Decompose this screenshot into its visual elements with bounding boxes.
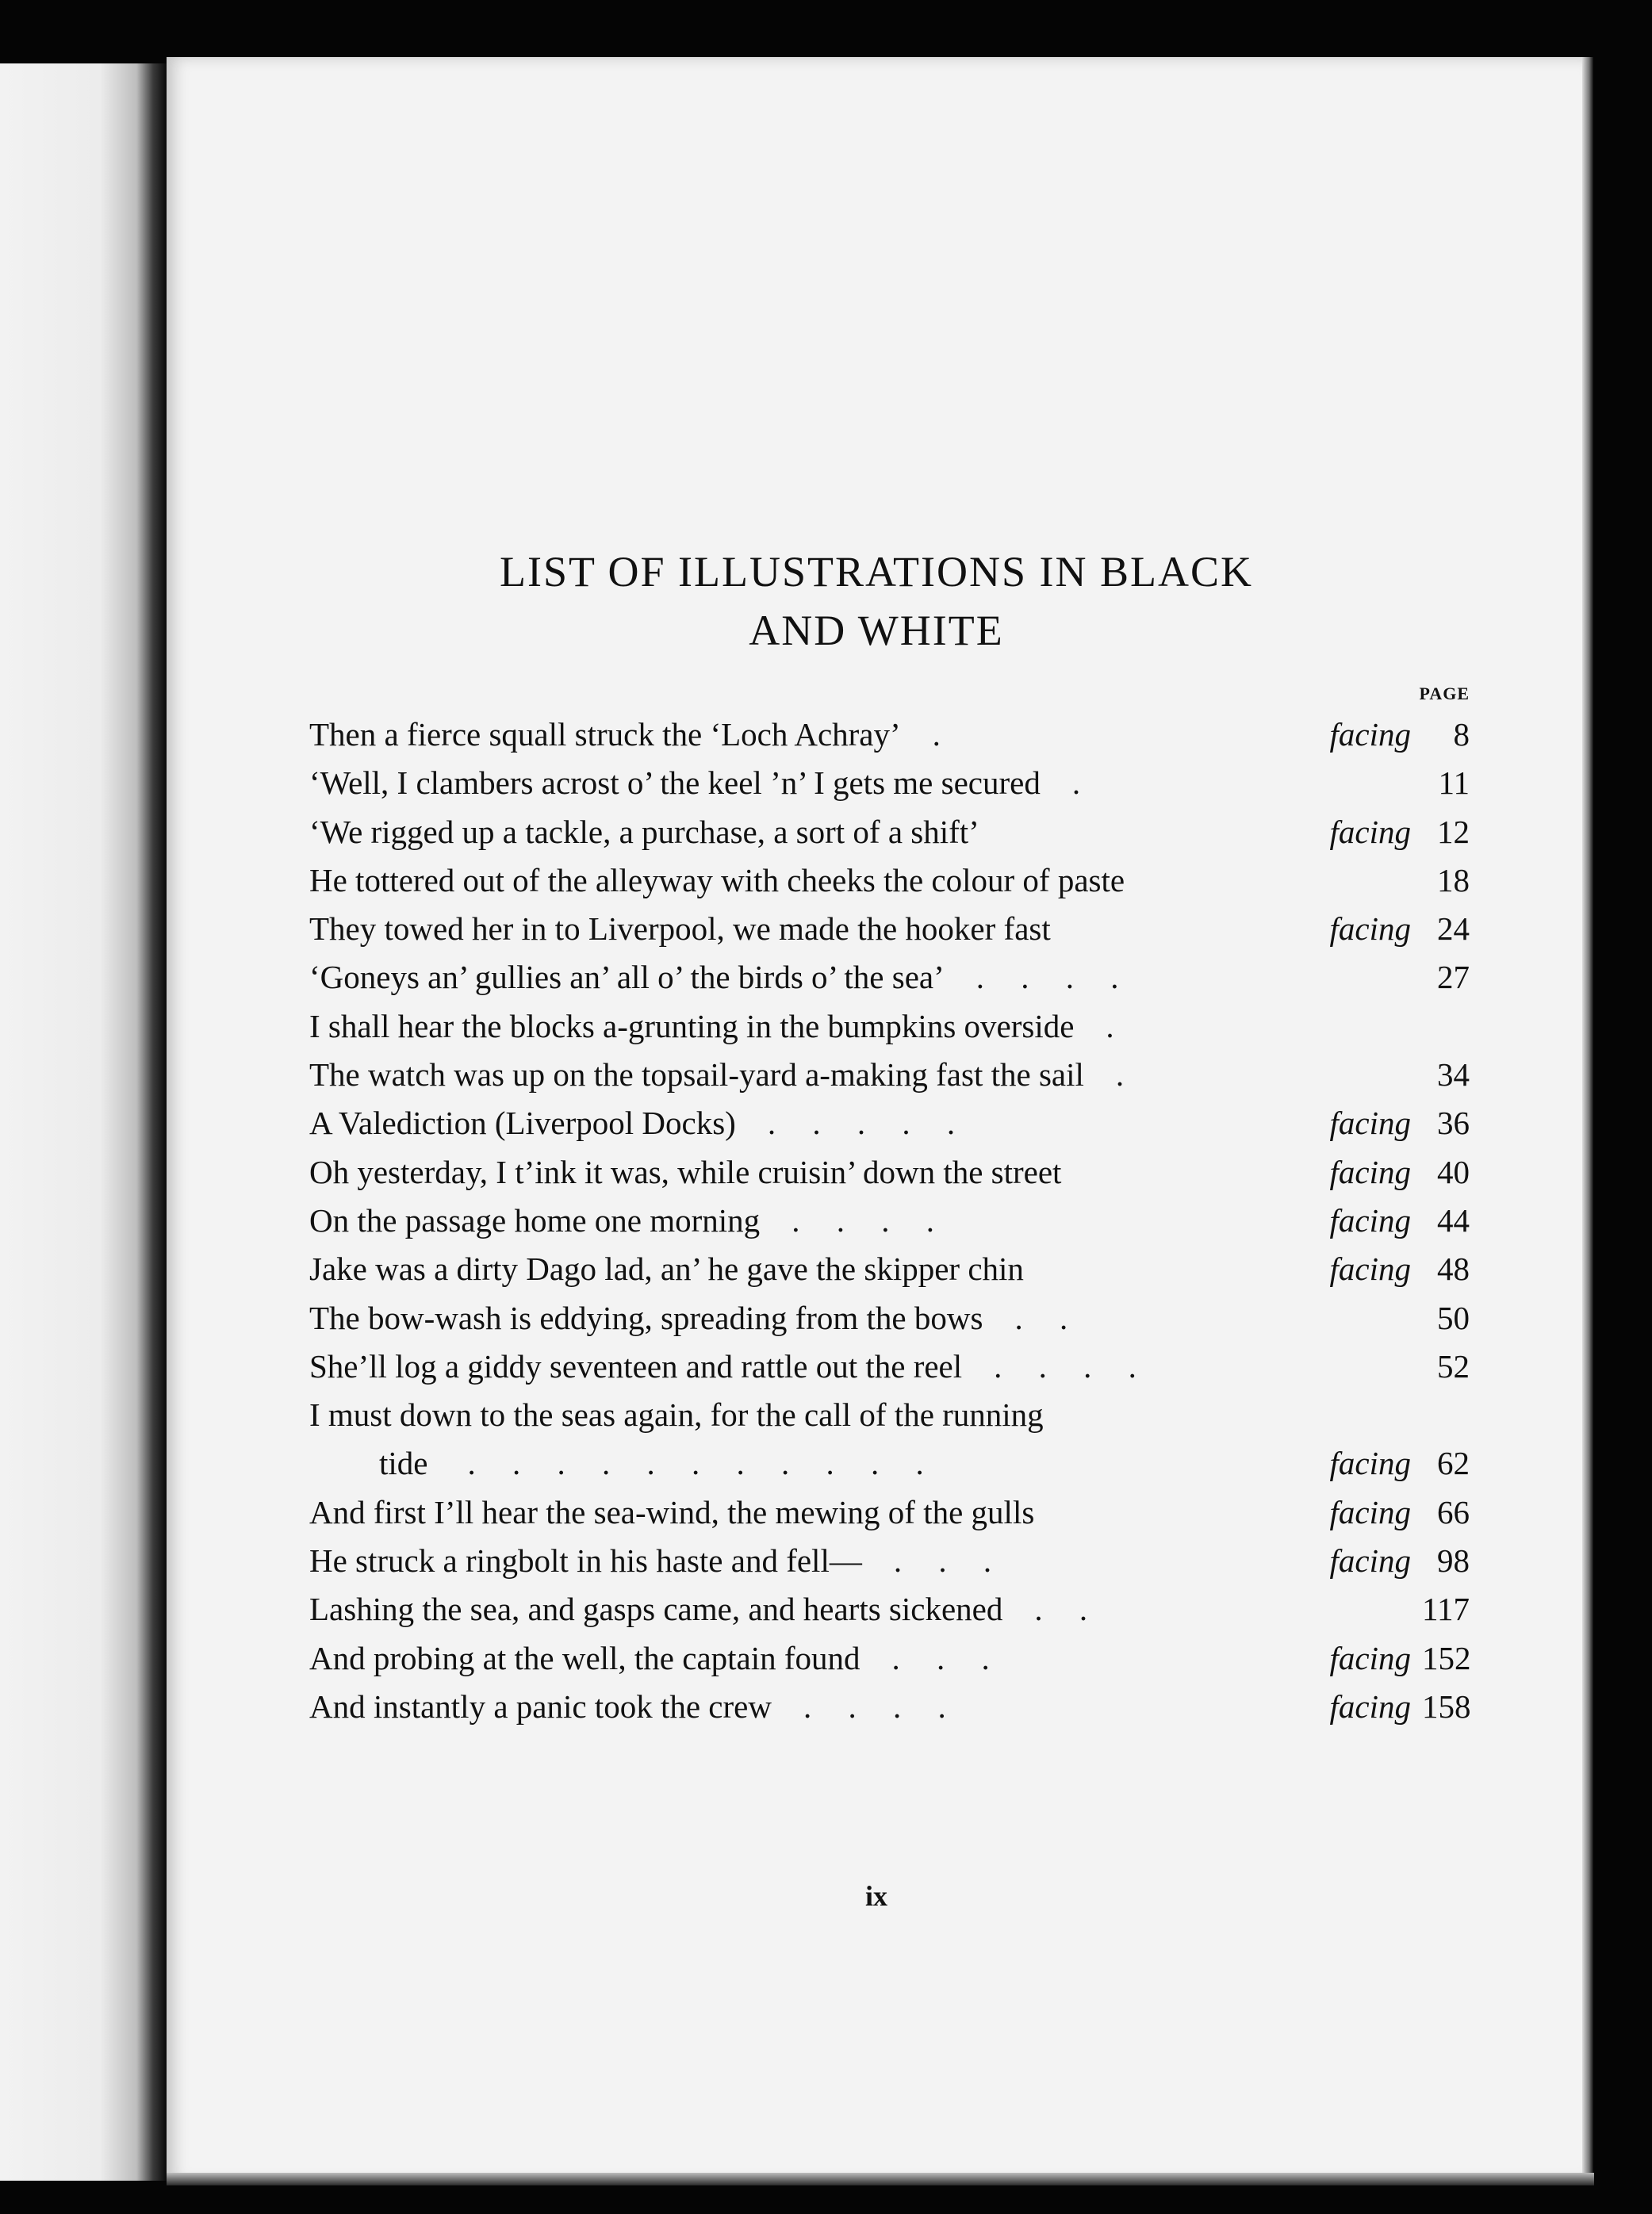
dot-leader: . . . . bbox=[792, 1201, 949, 1239]
caption-continuation bbox=[309, 1439, 1308, 1488]
page-reference: 50 bbox=[1437, 1299, 1470, 1336]
facing-label: facing bbox=[1329, 813, 1411, 850]
facing-label: facing bbox=[1329, 910, 1411, 948]
illustration-list bbox=[309, 711, 1470, 1731]
caption-text: He tottered out of the alleyway with cheeks the colour of paste bbox=[309, 861, 1125, 898]
page-reference: 66 bbox=[1437, 1493, 1470, 1530]
page-reference: 48 bbox=[1437, 1251, 1470, 1288]
dot-leader: . bbox=[1106, 1007, 1129, 1044]
list-item bbox=[309, 759, 1470, 807]
dot-leader: . . . . bbox=[994, 1347, 1151, 1385]
page-reference: 40 bbox=[1437, 1153, 1470, 1190]
page-reference: 27 bbox=[1437, 959, 1470, 996]
facing-label: facing bbox=[1329, 1542, 1411, 1580]
facing-label: facing bbox=[1329, 1251, 1411, 1288]
caption-text: The bow-wash is eddying, spreading from the bows bbox=[309, 1299, 983, 1336]
caption-text: I must down to the seas again, for the call of the running bbox=[309, 1396, 1044, 1434]
page-reference: 12 bbox=[1437, 813, 1470, 850]
page-reference: 24 bbox=[1437, 910, 1470, 948]
caption-text: Jake was a dirty Dago lad, an’ he gave the skipper chin bbox=[309, 1251, 1024, 1288]
caption-text: ‘We rigged up a tackle, a purchase, a sort of a shift’ bbox=[309, 813, 979, 850]
page-reference: 117 bbox=[1422, 1591, 1470, 1628]
list-item bbox=[309, 1051, 1470, 1099]
page-reference: 34 bbox=[1437, 1056, 1470, 1094]
page-reference: 11 bbox=[1438, 764, 1470, 802]
dot-leader: . . bbox=[1034, 1591, 1102, 1628]
page-reference: 44 bbox=[1437, 1201, 1470, 1239]
caption-text: ‘Well, I clambers acrost o’ the keel ’n’ I gets me secured bbox=[309, 764, 1041, 802]
illustration-caption bbox=[309, 1343, 1308, 1391]
list-item bbox=[309, 1683, 1470, 1731]
list-item bbox=[309, 1002, 1470, 1051]
caption-text: On the passage home one morning bbox=[309, 1201, 761, 1239]
page-reference: 18 bbox=[1437, 861, 1470, 898]
dot-leader: . . . . bbox=[803, 1687, 960, 1725]
page-reference: 36 bbox=[1437, 1105, 1470, 1142]
illustration-caption bbox=[309, 1197, 1308, 1245]
page-reference: 62 bbox=[1437, 1445, 1470, 1482]
dot-leader: . . . bbox=[893, 1542, 1006, 1580]
illustration-caption bbox=[309, 1148, 1308, 1197]
list-item bbox=[309, 953, 1470, 1002]
list-item bbox=[309, 1634, 1470, 1683]
caption-text: The watch was up on the topsail-yard a-making fast the sail bbox=[309, 1056, 1084, 1094]
caption-text: They towed her in to Liverpool, we made the hooker fast bbox=[309, 910, 1051, 948]
caption-text: Then a fierce squall struck the ‘Loch Achray’ bbox=[309, 716, 901, 753]
page-reference: 152 bbox=[1422, 1639, 1471, 1676]
facing-label: facing bbox=[1329, 1639, 1411, 1676]
page-column-header: PAGE bbox=[1419, 684, 1470, 703]
facing-label: facing bbox=[1329, 1153, 1411, 1190]
illustration-caption bbox=[309, 711, 1308, 759]
illustration-caption bbox=[309, 905, 1308, 953]
illustration-caption bbox=[309, 1245, 1308, 1293]
dot-leader: . bbox=[932, 716, 955, 753]
list-item bbox=[309, 1537, 1470, 1585]
illustration-caption bbox=[309, 856, 1308, 905]
illustration-caption bbox=[309, 1051, 1308, 1099]
illustration-caption bbox=[309, 1683, 1308, 1731]
book-page bbox=[167, 57, 1586, 2182]
illustration-caption bbox=[309, 1294, 1308, 1343]
illustration-caption bbox=[309, 953, 1308, 1002]
illustration-caption bbox=[309, 1488, 1308, 1537]
caption-text: A Valediction (Liverpool Docks) bbox=[309, 1105, 736, 1142]
page-number: ix bbox=[864, 1880, 887, 1912]
caption-text: Oh yesterday, I t’ink it was, while cruisin’ down the street bbox=[309, 1153, 1062, 1190]
caption-text: He struck a ringbolt in his haste and fell— bbox=[309, 1542, 862, 1580]
facing-label: facing bbox=[1329, 1687, 1411, 1725]
dot-leader: . . bbox=[1014, 1299, 1083, 1336]
caption-text: ‘Goneys an’ gullies an’ all o’ the birds o’ the sea’ bbox=[309, 959, 945, 996]
page-reference: 52 bbox=[1437, 1347, 1470, 1385]
facing-label: facing bbox=[1329, 1201, 1411, 1239]
title-line-1: LIST OF ILLUSTRATIONS IN BLACK bbox=[499, 548, 1254, 596]
list-item bbox=[309, 1197, 1470, 1245]
list-item bbox=[309, 1343, 1470, 1391]
list-item bbox=[309, 905, 1470, 953]
list-item bbox=[309, 1099, 1470, 1147]
page-reference: 8 bbox=[1453, 716, 1470, 753]
dot-leader: . . . . . . . . . . . bbox=[467, 1445, 938, 1482]
title-line-2: AND WHITE bbox=[749, 607, 1004, 654]
list-item bbox=[309, 1391, 1470, 1488]
dot-leader: . bbox=[1071, 764, 1095, 802]
caption-text: She’ll log a giddy seventeen and rattle out the reel bbox=[309, 1347, 963, 1385]
list-item bbox=[309, 808, 1470, 856]
illustration-caption bbox=[309, 1391, 1308, 1488]
caption-text: Lashing the sea, and gasps came, and hearts sickened bbox=[309, 1591, 1003, 1628]
illustration-caption bbox=[309, 1537, 1308, 1585]
dot-leader: . . . bbox=[891, 1639, 1004, 1676]
dot-leader: . . . . bbox=[975, 959, 1133, 996]
facing-label: facing bbox=[1329, 1105, 1411, 1142]
page-reference: 98 bbox=[1437, 1542, 1470, 1580]
facing-label: facing bbox=[1329, 1445, 1411, 1482]
illustration-caption bbox=[309, 1585, 1308, 1634]
list-item bbox=[309, 1148, 1470, 1197]
page-right-edge bbox=[1582, 57, 1593, 2182]
illustration-caption bbox=[309, 759, 1308, 807]
illustration-caption bbox=[309, 1634, 1308, 1683]
list-item bbox=[309, 1488, 1470, 1537]
caption-text-line-2: tide bbox=[379, 1445, 428, 1482]
facing-label: facing bbox=[1329, 1493, 1411, 1530]
list-item bbox=[309, 1294, 1470, 1343]
list-item bbox=[309, 711, 1470, 759]
illustration-caption bbox=[309, 1099, 1308, 1147]
illustration-caption bbox=[309, 808, 1308, 856]
facing-page-edge bbox=[0, 63, 167, 2181]
illustration-caption bbox=[309, 1002, 1308, 1051]
caption-text: And instantly a panic took the crew bbox=[309, 1687, 772, 1725]
page-title bbox=[167, 542, 1586, 660]
page-bottom-edge bbox=[167, 2173, 1594, 2185]
facing-label: facing bbox=[1329, 716, 1411, 753]
caption-text: And probing at the well, the captain found bbox=[309, 1639, 860, 1676]
list-item bbox=[309, 1585, 1470, 1634]
caption-text: I shall hear the blocks a-grunting in the bumpkins overside bbox=[309, 1007, 1075, 1044]
list-item bbox=[309, 1245, 1470, 1293]
caption-text: And first I’ll hear the sea-wind, the mewing of the gulls bbox=[309, 1493, 1035, 1530]
page-reference: 158 bbox=[1422, 1687, 1471, 1725]
dot-leader: . . . . . bbox=[767, 1105, 970, 1142]
dot-leader: . bbox=[1115, 1056, 1139, 1094]
list-item bbox=[309, 856, 1470, 905]
